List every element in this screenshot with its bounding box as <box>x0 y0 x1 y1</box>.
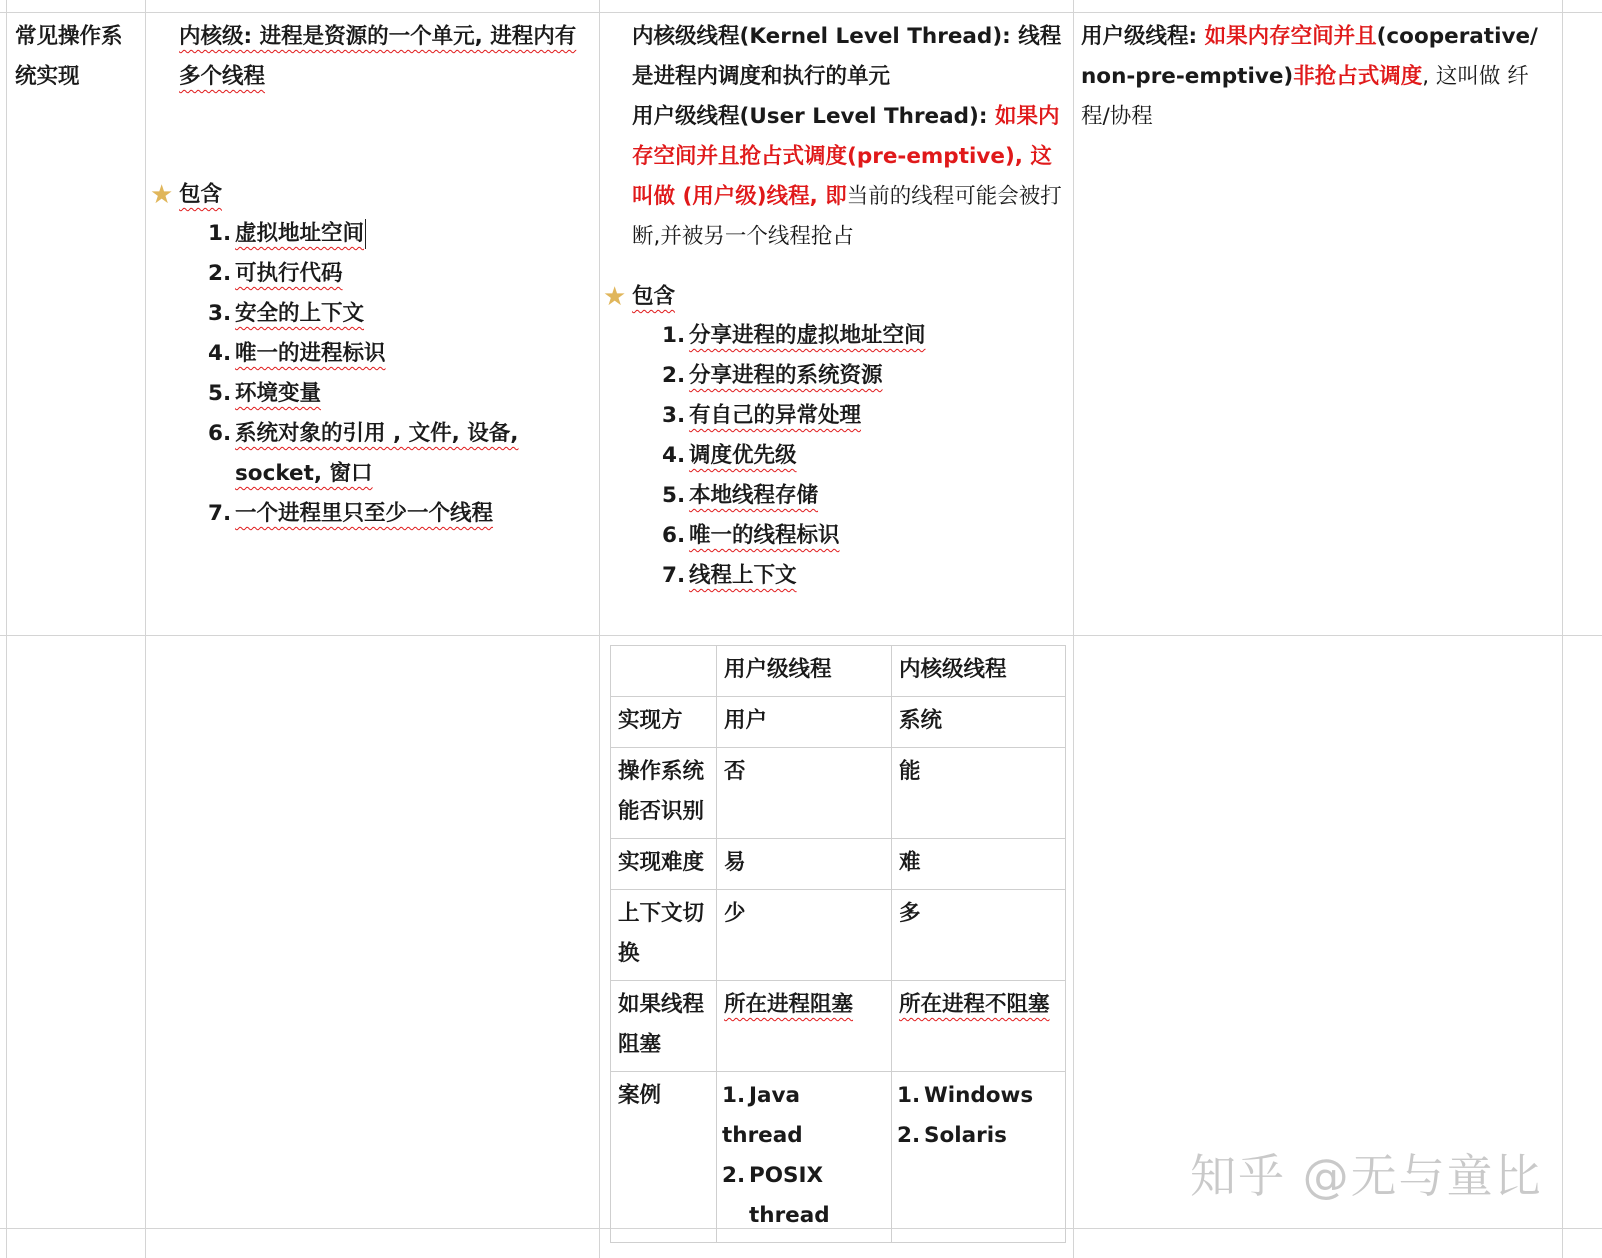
star-icon: ★ <box>603 282 627 312</box>
table-cell: 所在进程不阻塞 <box>892 981 1066 1072</box>
table-col-divider-3 <box>1073 0 1074 1258</box>
list-item: 2. POSIX thread <box>722 1163 830 1228</box>
table-header-cell: 用户级线程 <box>717 646 892 697</box>
list-item: 4. 唯一的进程标识 <box>208 341 386 366</box>
user-thread-fiber-description: 用户级线程: 如果内存空间并且(cooperative/ non-pre-emptive)非抢占式调度, 这叫做 纤程/协程 <box>1081 24 1538 129</box>
table-cell: 难 <box>892 839 1066 890</box>
table-row <box>611 697 1066 748</box>
table-border-left <box>6 0 7 1258</box>
list-item: 3. 有自己的异常处理 <box>662 403 862 428</box>
list-item: 5. 本地线程存储 <box>662 483 819 508</box>
list-item: 1. Java thread <box>722 1083 803 1148</box>
user-thread-definition: 用户级线程(User Level Thread): 如果内存空间并且抢占式调度(pre-emptive), 这叫做 (用户级)线程, 即当前的线程可能会被打断,并被另一个线程抢占 <box>632 104 1062 249</box>
table-row-label: 操作系统能否识别 <box>611 748 717 839</box>
table-border-top <box>0 12 1602 13</box>
table-col-divider-1 <box>145 0 146 1258</box>
table-row-label: 上下文切换 <box>611 890 717 981</box>
table-cell: 所在进程阻塞 <box>717 981 892 1072</box>
table-row <box>611 890 1066 981</box>
table-header-cell <box>611 646 717 697</box>
kernel-contains-list <box>662 316 1062 596</box>
text-cursor <box>365 219 366 249</box>
table-cell: 系统 <box>892 697 1066 748</box>
list-item: 3. 安全的上下文 <box>208 301 365 326</box>
table-row <box>611 981 1066 1072</box>
table-cell: 多 <box>892 890 1066 981</box>
zhihu-watermark: 知乎 @无与童比 <box>1190 1149 1543 1203</box>
table-border-right <box>1562 0 1563 1258</box>
table-row-examples <box>611 1072 1066 1243</box>
list-item: 5. 环境变量 <box>208 381 322 406</box>
list-item: 1. Windows <box>897 1083 1034 1108</box>
kernel-contains-label: 包含 <box>632 284 676 309</box>
kernel-thread-examples <box>892 1072 1066 1243</box>
table-cell: 易 <box>717 839 892 890</box>
list-item: 4. 调度优先级 <box>662 443 797 468</box>
row-label: 常见操作系统实现 <box>15 24 123 89</box>
process-heading <box>179 17 589 97</box>
table-row-label: 案例 <box>611 1072 717 1243</box>
table-row-label: 如果线程阻塞 <box>611 981 717 1072</box>
table-cell: 用户 <box>717 697 892 748</box>
process-heading-text: 内核级: 进程是资源的一个单元, 进程内有多个线程 <box>179 24 577 89</box>
process-contains-list <box>208 214 538 534</box>
list-item: 7. 线程上下文 <box>662 563 797 588</box>
table-row <box>611 839 1066 890</box>
list-item: 6. 系统对象的引用 , 文件, 设备, socket, 窗口 <box>208 421 519 486</box>
list-item: 2. 分享进程的系统资源 <box>662 363 883 388</box>
table-row <box>611 748 1066 839</box>
list-item: 2. 可执行代码 <box>208 261 343 286</box>
user-thread-examples <box>717 1072 892 1243</box>
star-icon: ★ <box>150 180 174 210</box>
kernel-thread-definition: 内核级线程(Kernel Level Thread): 线程是进程内调度和执行的单元 <box>632 24 1062 89</box>
table-header-cell: 内核级线程 <box>892 646 1066 697</box>
process-contains-label: 包含 <box>179 182 223 207</box>
comparison-table <box>610 645 1066 1243</box>
list-item: 6. 唯一的线程标识 <box>662 523 840 548</box>
table-row-label: 实现难度 <box>611 839 717 890</box>
table-cell: 否 <box>717 748 892 839</box>
table-col-divider-2 <box>599 0 600 1258</box>
table-header-row <box>611 646 1066 697</box>
list-item: 2. Solaris <box>897 1123 1007 1148</box>
list-item: 1. 分享进程的虚拟地址空间 <box>662 323 926 348</box>
table-cell: 少 <box>717 890 892 981</box>
kernel-thread-description <box>632 17 1064 257</box>
table-border-row <box>0 635 1602 636</box>
table-cell: 能 <box>892 748 1066 839</box>
list-item: 1. 虚拟地址空间 <box>208 214 538 254</box>
list-item: 7. 一个进程里只至少一个线程 <box>208 501 494 526</box>
table-row-label: 实现方 <box>611 697 717 748</box>
